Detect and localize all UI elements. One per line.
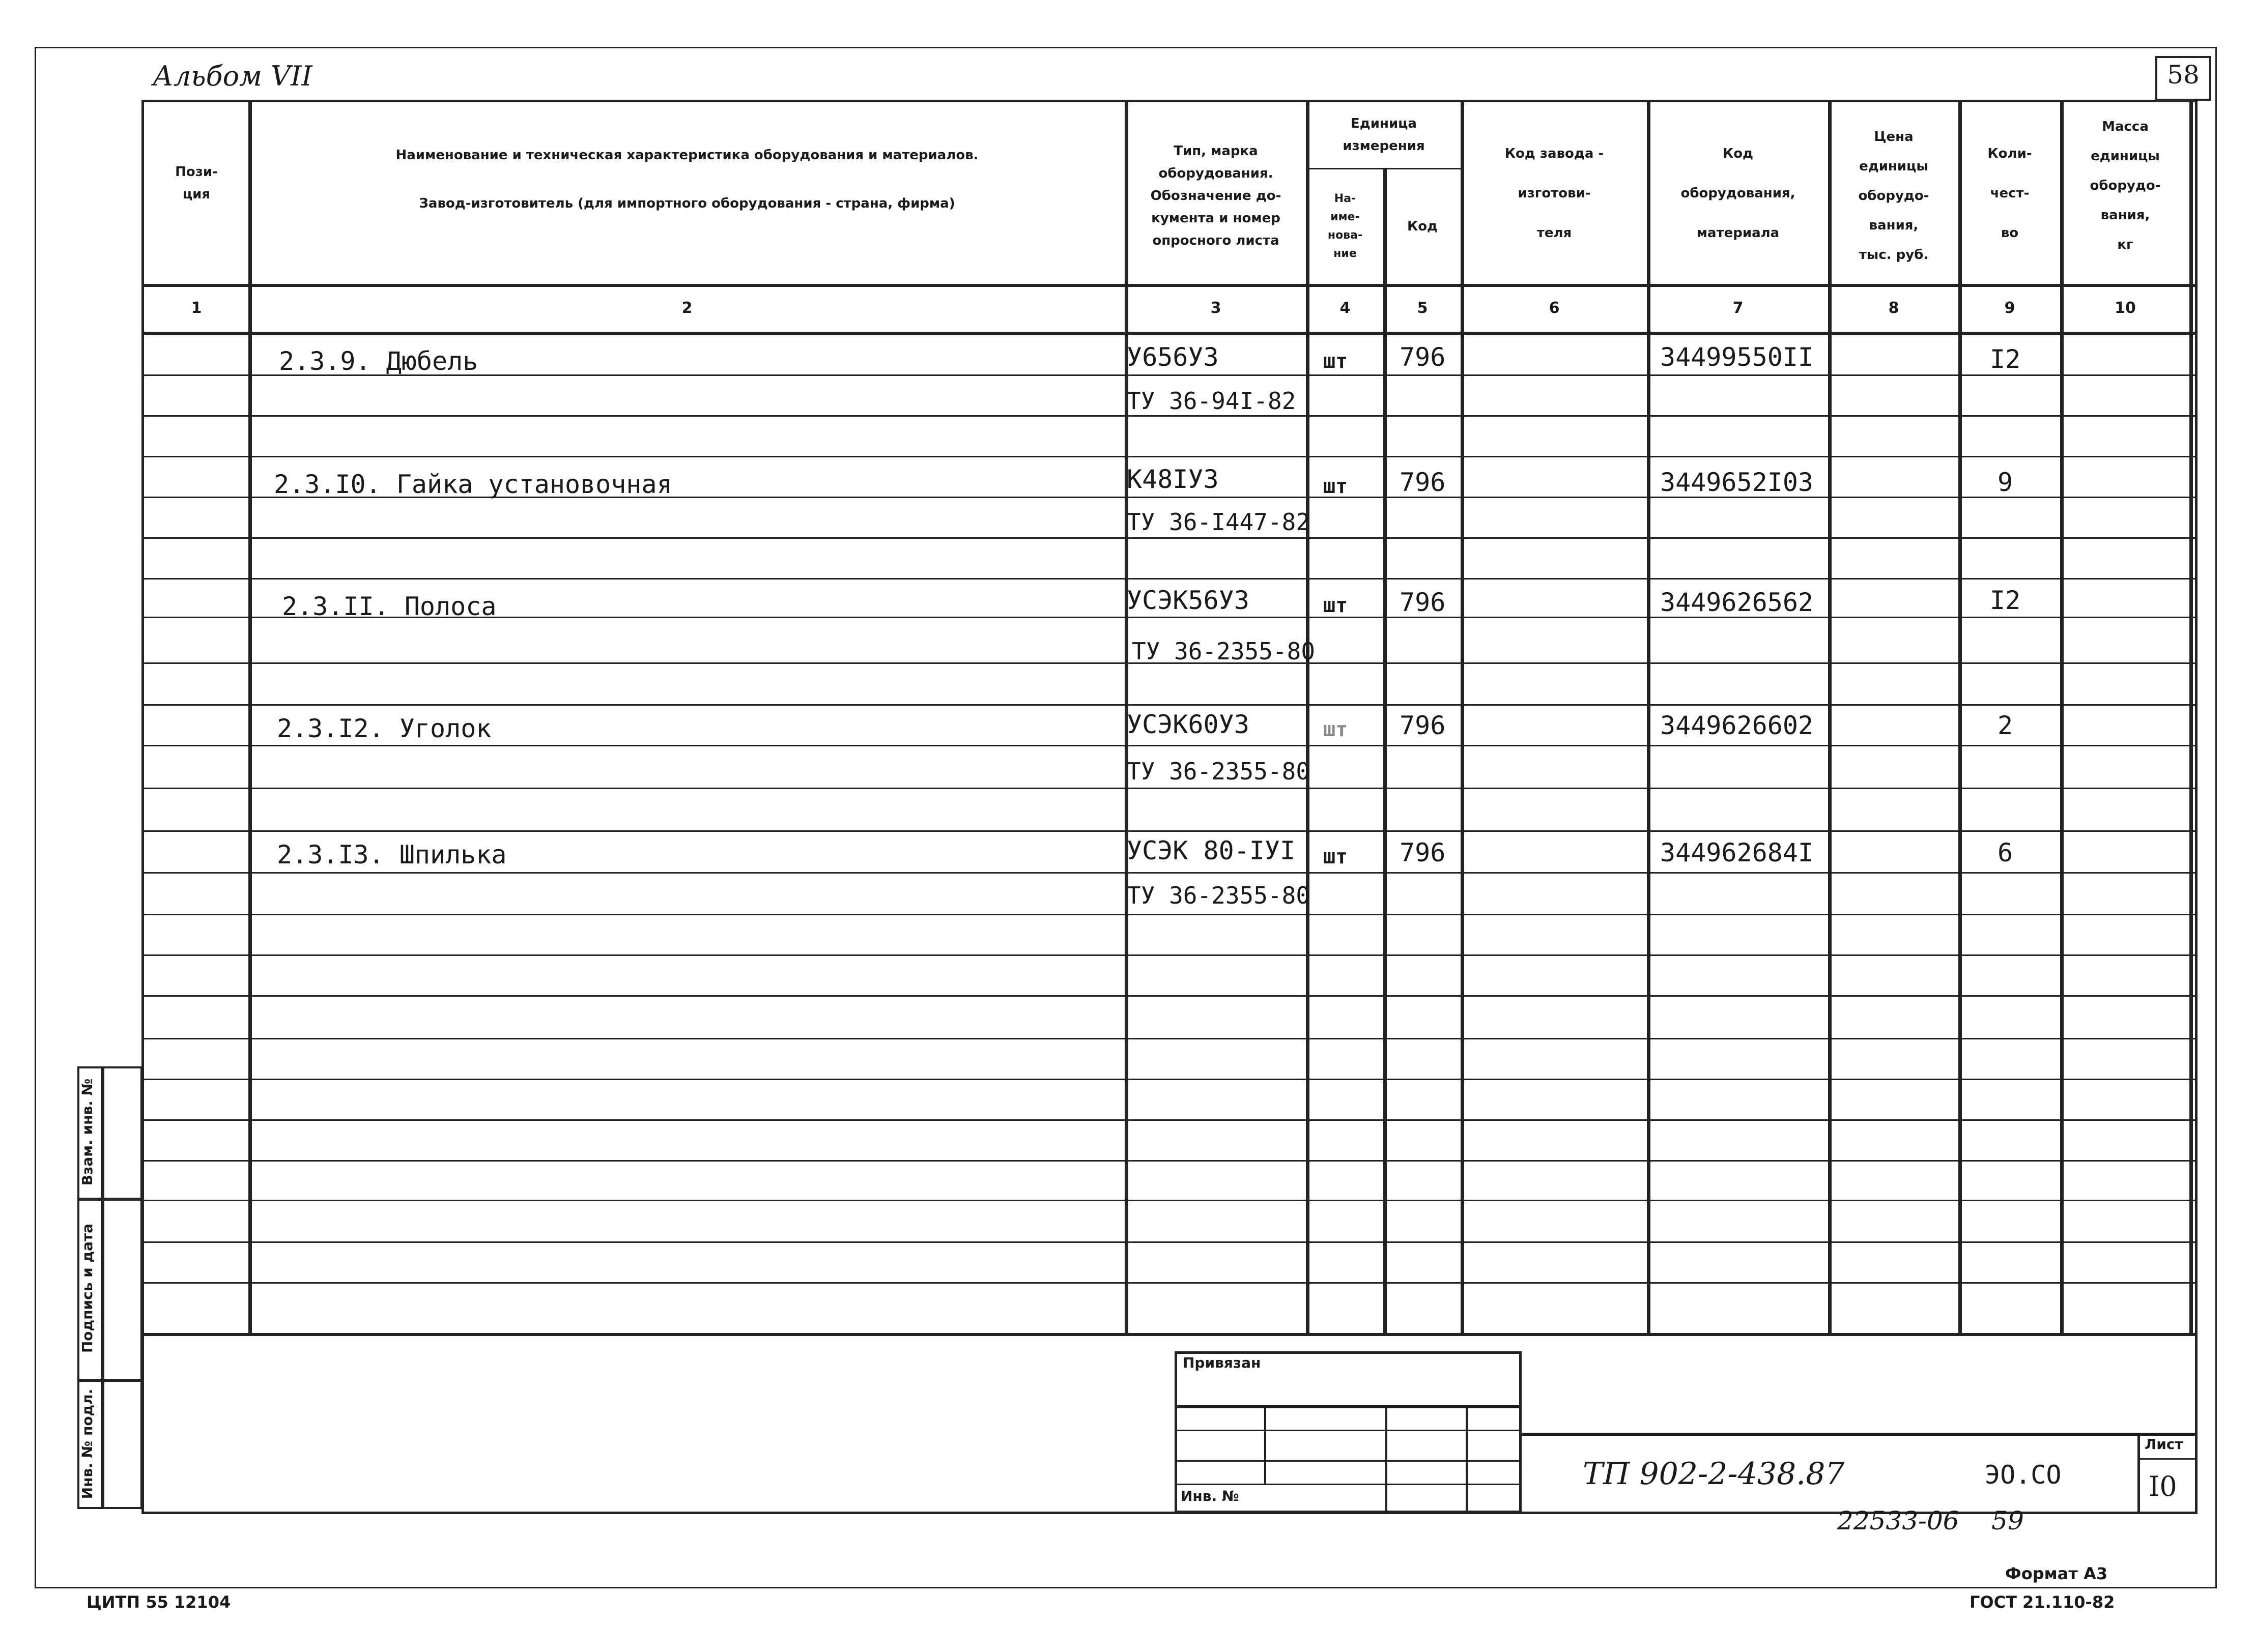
- footer-format: Формат А3: [2005, 1564, 2108, 1583]
- item-qty: I2: [1990, 344, 2021, 374]
- column-number: 2: [681, 299, 693, 317]
- column-number: 5: [1417, 299, 1428, 317]
- item-doc: ТУ 36-94I-82: [1127, 387, 1296, 415]
- header-price: Цена единицы оборудо- вания, тыс. руб.: [1858, 129, 1929, 263]
- item-type: К48IУ3: [1127, 465, 1219, 494]
- row-line: [141, 788, 2198, 789]
- privyazan-col: [1264, 1405, 1266, 1484]
- item-qty: 9: [1998, 468, 2013, 497]
- header-unit-group: Единица измерения: [1343, 116, 1425, 154]
- item-name: 2.3.II. Полоса: [282, 592, 497, 621]
- item-unit: шт: [1323, 350, 1348, 373]
- row-line: [141, 745, 2198, 746]
- row-line: [141, 830, 2198, 832]
- row-line: [141, 914, 2198, 915]
- column-number: 1: [191, 299, 202, 317]
- side-label-podpis: Подпись и дата: [79, 1223, 96, 1353]
- handwritten-number: 22533-06 59: [1837, 1506, 2024, 1535]
- item-unit-code: 796: [1400, 588, 1446, 617]
- titleblock-top-line: [1522, 1433, 2198, 1436]
- row-line: [141, 872, 2198, 874]
- item-unit: шт: [1323, 475, 1348, 498]
- header-unit-name: На- име- нова- ние: [1327, 192, 1363, 260]
- row-line: [141, 1282, 2198, 1284]
- row-line: [141, 954, 2198, 956]
- item-name: 2.3.I2. Уголок: [277, 714, 492, 743]
- item-equip-code: 344962684I: [1660, 838, 1814, 867]
- row-line: [141, 456, 2198, 457]
- header-unit-code: Код: [1407, 219, 1438, 234]
- column-number: 4: [1339, 299, 1351, 317]
- inv-no-label: Инв. №: [1181, 1488, 1239, 1504]
- column-number: 10: [2115, 299, 2136, 317]
- row-line: [141, 1079, 2198, 1080]
- album-title: Альбом VII: [153, 60, 312, 92]
- column-number: 8: [1888, 299, 1899, 317]
- item-doc: ТУ 36-2355-80: [1127, 758, 1310, 785]
- colnum-bottom-line: [141, 332, 2198, 335]
- side-label-inv: Инв. № подл.: [79, 1388, 96, 1499]
- item-type: УСЭК56У3: [1127, 586, 1249, 615]
- privyazan-label: Привязан: [1183, 1354, 1261, 1371]
- item-doc: ТУ 36-2355-80: [1132, 637, 1316, 665]
- row-line: [141, 1160, 2198, 1162]
- column-number: 7: [1732, 299, 1744, 317]
- row-line: [141, 537, 2198, 539]
- row-line: [141, 1119, 2198, 1121]
- header-position: Пози- ция: [175, 164, 218, 202]
- header-quantity: Коли- чест- во: [1987, 146, 2032, 241]
- row-line: [141, 1200, 2198, 1201]
- row-line: [141, 704, 2198, 706]
- header-name-line1: Наименование и техническая характеристика оборудования и материалов.: [395, 148, 979, 163]
- item-unit-code: 796: [1400, 342, 1446, 372]
- row-line: [141, 1241, 2198, 1243]
- item-unit: шт: [1323, 718, 1348, 741]
- unit-group-line: [1306, 168, 1461, 169]
- item-qty: 2: [1998, 711, 2013, 740]
- privyazan-line: [1175, 1430, 1522, 1431]
- item-equip-code: 3449652I03: [1660, 468, 1814, 497]
- row-line: [141, 995, 2198, 997]
- item-qty: 6: [1998, 838, 2013, 867]
- item-doc: ТУ 36-2355-80: [1127, 882, 1310, 909]
- list-number: I0: [2149, 1470, 2177, 1502]
- corner-page-number: 58: [2167, 60, 2200, 90]
- header-mass: Масса единицы оборудо- вания, кг: [2090, 119, 2161, 252]
- item-name: 2.3.I3. Шпилька: [277, 840, 507, 870]
- privyazan-line: [1175, 1405, 1522, 1408]
- side-label-vzam: Взам. инв. №: [79, 1078, 96, 1186]
- item-unit-code: 796: [1400, 711, 1446, 740]
- column-number: 6: [1549, 299, 1560, 317]
- designation: ТП 902-2-438.87: [1583, 1456, 1845, 1492]
- item-type: У656У3: [1127, 342, 1219, 372]
- column-number: 9: [2004, 299, 2015, 317]
- item-equip-code: 34499550II: [1660, 342, 1814, 372]
- item-equip-code: 3449626602: [1660, 711, 1814, 740]
- item-doc: ТУ 36-I447-82: [1127, 508, 1310, 536]
- header-factory-code: Код завода - изготови- теля: [1504, 146, 1604, 241]
- item-unit: шт: [1323, 845, 1348, 868]
- list-label: Лист: [2145, 1436, 2183, 1453]
- footer-gost: ГОСТ 21.110-82: [1970, 1592, 2115, 1612]
- item-type: УСЭК60У3: [1127, 710, 1249, 739]
- header-type: Тип, марка оборудования. Обозначение до- кумента и номер опросного листа: [1150, 143, 1281, 248]
- item-name: 2.3.I0. Гайка установочная: [274, 470, 672, 499]
- side-stamp-line: [77, 1198, 142, 1201]
- item-qty: I2: [1990, 586, 2021, 615]
- header-name-line2: Завод-изготовитель (для импортного оборудования - страна, фирма): [419, 196, 955, 211]
- table-bottom-line: [141, 1333, 2198, 1336]
- column-number: 3: [1210, 299, 1221, 317]
- header-equipment-code: Код оборудования, материала: [1680, 146, 1795, 241]
- privyazan-line: [1175, 1484, 1522, 1485]
- side-stamp-divider: [101, 1066, 104, 1509]
- footer-left: ЦИТП 55 12104: [87, 1592, 231, 1612]
- item-equip-code: 3449626562: [1660, 588, 1814, 617]
- privyazan-col: [1385, 1405, 1387, 1513]
- doc-code: ЭО.СО: [1985, 1460, 2062, 1490]
- row-line: [141, 578, 2198, 579]
- item-name: 2.3.9. Дюбель: [279, 346, 478, 376]
- list-box-line: [2137, 1458, 2198, 1460]
- item-type: УСЭК 80-IУI: [1127, 836, 1296, 865]
- privyazan-col: [1466, 1405, 1468, 1513]
- item-unit: шт: [1323, 594, 1348, 617]
- row-line: [141, 1038, 2198, 1039]
- privyazan-line: [1175, 1460, 1522, 1462]
- item-unit-code: 796: [1400, 838, 1446, 867]
- item-unit-code: 796: [1400, 468, 1446, 497]
